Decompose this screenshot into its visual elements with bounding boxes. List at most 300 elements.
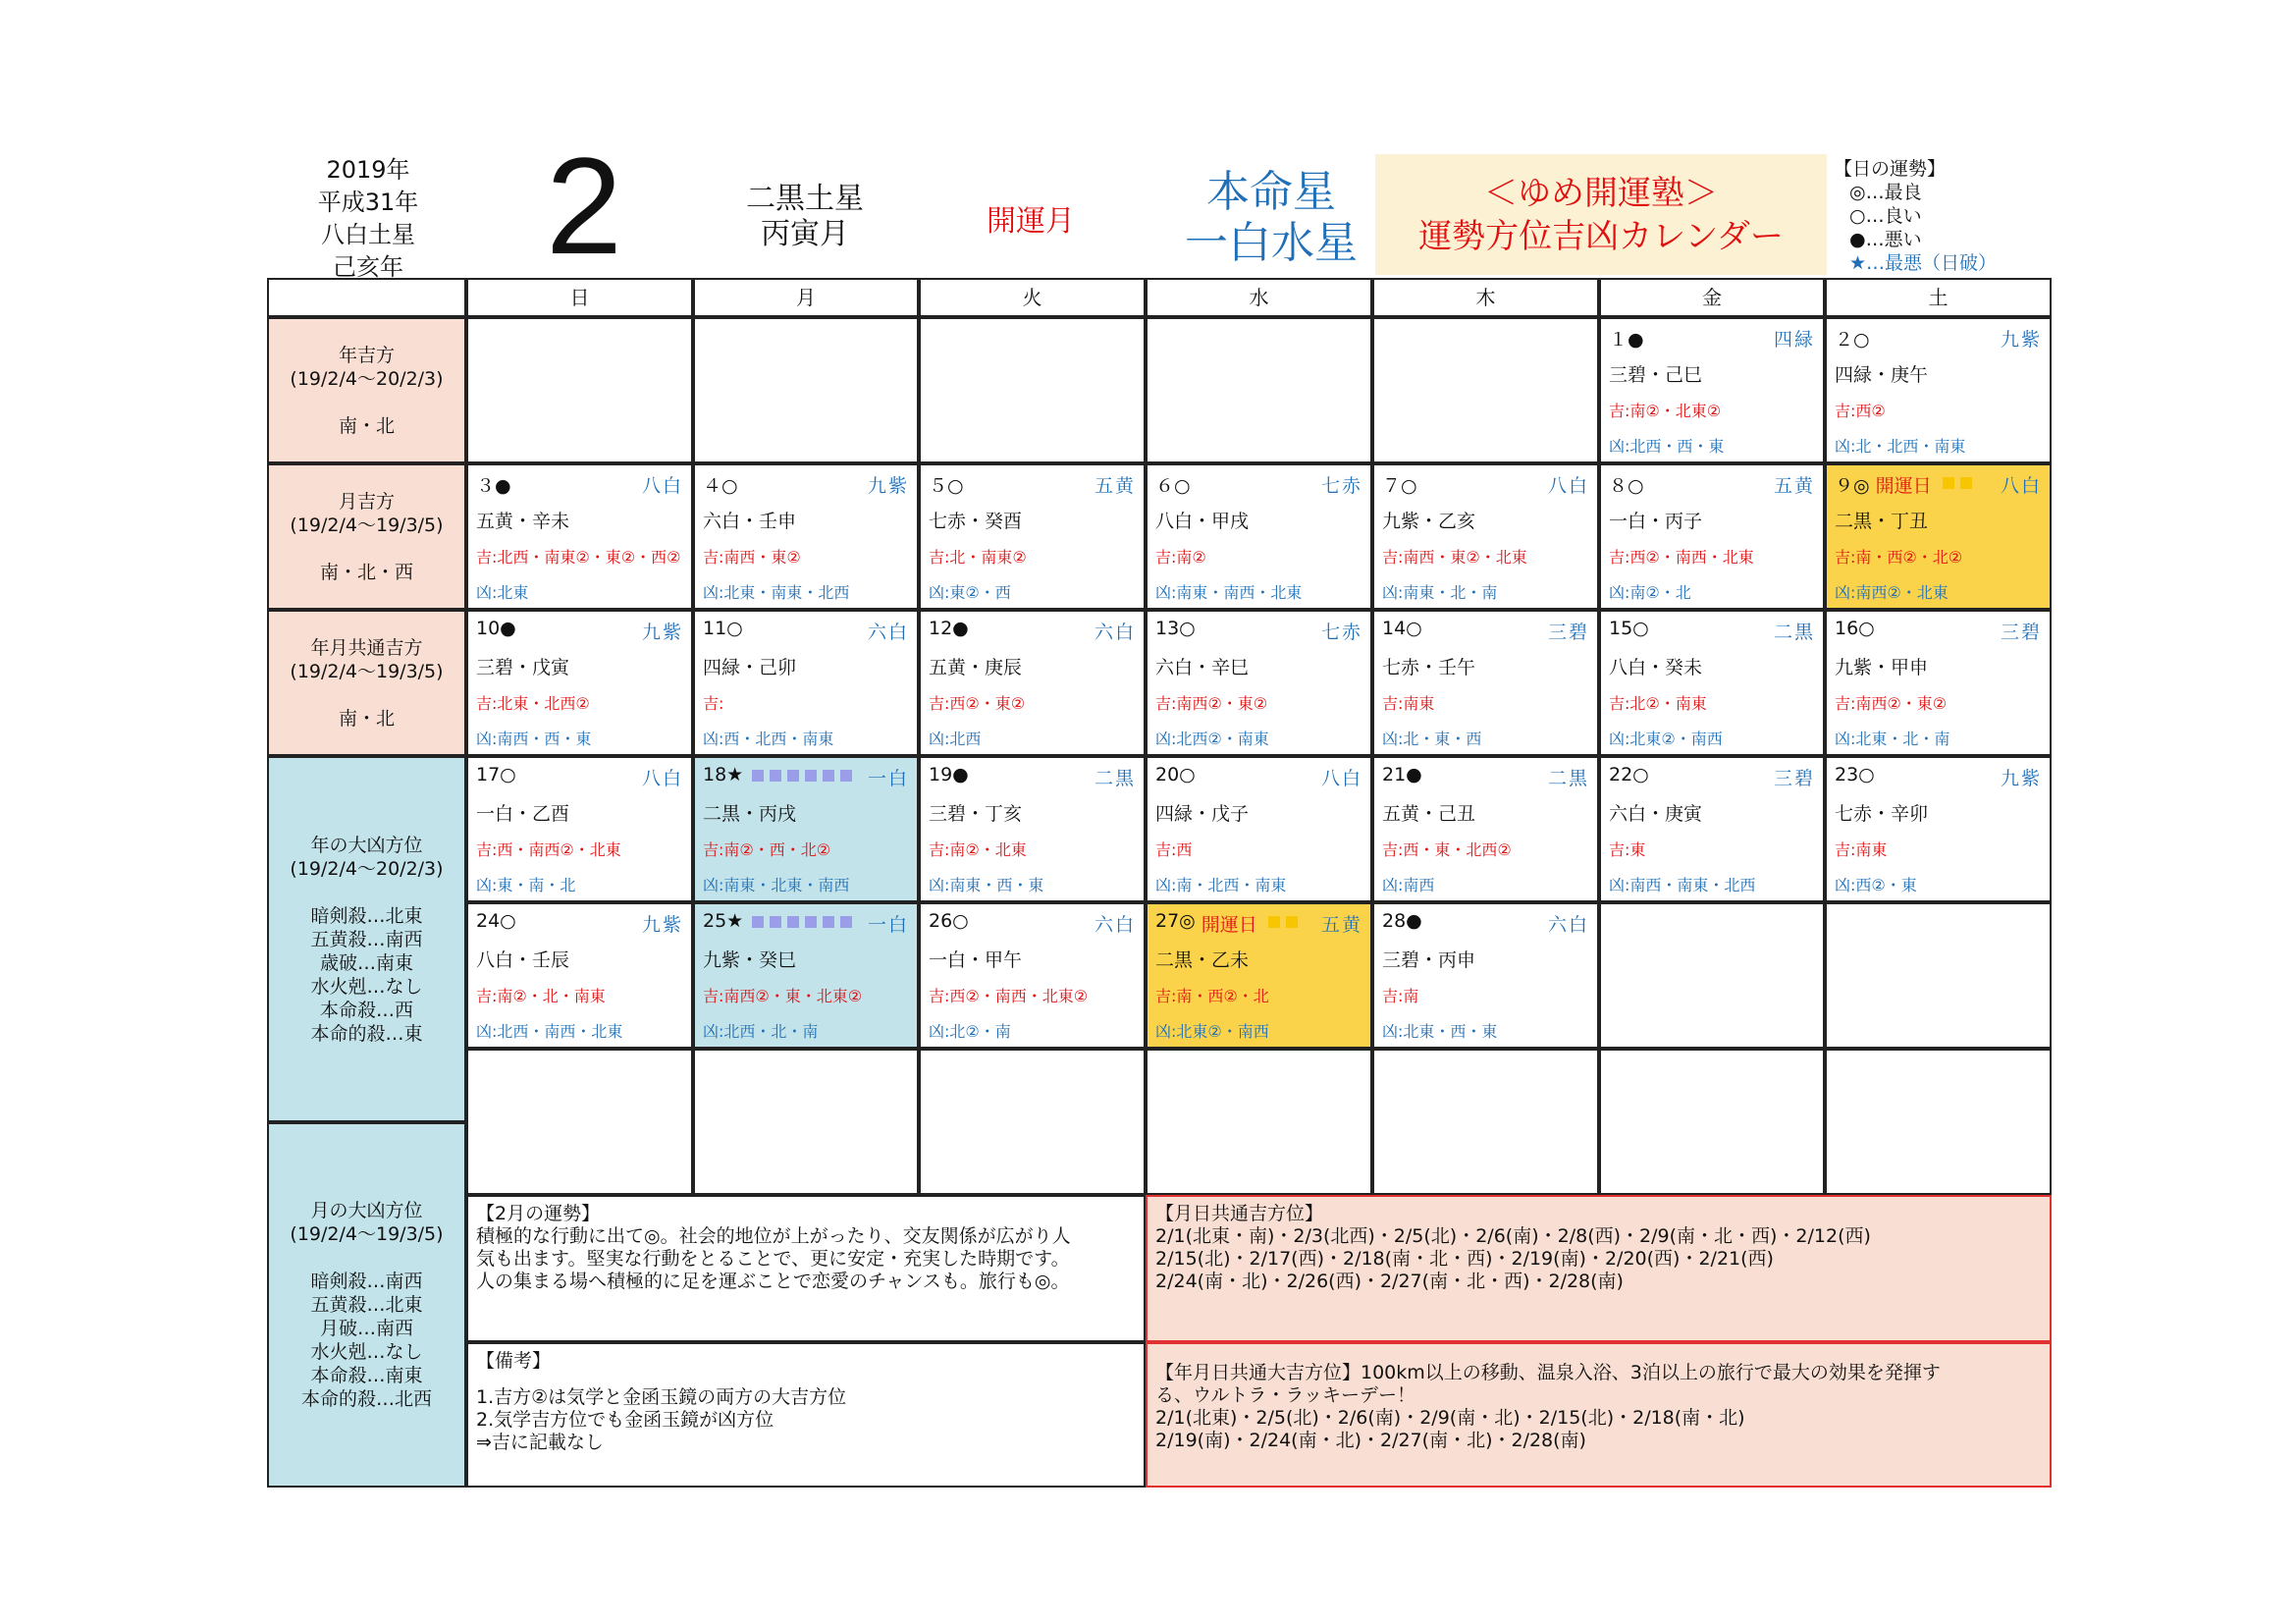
day-unlucky-dirs: 凶:東・南・北 <box>476 876 576 894</box>
empty-day-cell <box>1825 1049 2052 1195</box>
day-header <box>1155 764 1362 789</box>
side-line: (19/2/4～20/2/3) <box>290 367 444 390</box>
fortune-line: 人の集まる場へ積極的に足を運ぶことで恋愛のチャンスも。旅行も◎。 <box>476 1271 1070 1292</box>
empty-day-cell <box>919 1049 1146 1195</box>
day-number: 13○ <box>1155 618 1196 639</box>
md-line: 2/24(南・北)・2/26(西)・2/27(南・北・西)・2/28(南) <box>1155 1271 1624 1292</box>
day-star: 八白 <box>641 768 683 789</box>
day-number: ８○ <box>1609 475 1644 497</box>
title-school: ＜ゆめ開運塾＞ <box>1484 174 1718 213</box>
day-cell-3 <box>466 463 693 610</box>
day-cell-12 <box>919 610 1146 756</box>
md-line: 2/15(北)・2/17(西)・2/18(南・北・西)・2/19(南)・2/20(西)・2/21(西) <box>1155 1248 1774 1270</box>
month-star-name: 二黒土星 <box>746 182 864 216</box>
weekday-header-tue <box>919 278 1146 317</box>
side-line: 年月共通吉方 <box>310 636 423 659</box>
side-line <box>269 537 464 561</box>
day-unlucky-dirs: 凶:北東・北・南 <box>1835 730 1950 748</box>
day-unlucky-dirs: 凶:南・北西・南東 <box>1155 876 1287 894</box>
day-cell-14 <box>1372 610 1599 756</box>
side-line: 本命殺…西 <box>319 999 413 1021</box>
calendar-title <box>1375 154 1827 275</box>
day-header <box>703 471 909 497</box>
day-header <box>476 764 683 789</box>
day-header <box>703 910 909 936</box>
remarks-title: 【備考】 <box>476 1350 552 1372</box>
remarks-line <box>476 1373 1136 1386</box>
day-number: ７○ <box>1382 475 1417 497</box>
day-lucky-dirs: 吉:南西②・東② <box>1155 694 1268 713</box>
day-cell-13 <box>1146 610 1372 756</box>
day-cell-17 <box>466 756 693 902</box>
era-year-star: 八白土星 <box>321 221 415 248</box>
marker-square <box>805 770 817 782</box>
side-line: (19/2/4～20/2/3) <box>290 857 444 880</box>
kaiun-markers <box>1940 471 1975 493</box>
day-lucky-dirs: 吉:北東・北西② <box>476 694 590 713</box>
day-kanshi: 四緑・己卯 <box>703 657 797 678</box>
empty-day-cell <box>1372 317 1599 463</box>
title-main: 運勢方位吉凶カレンダー <box>1418 217 1784 256</box>
side-line: 水火剋…なし <box>310 975 423 998</box>
weekday-header-wed <box>1146 278 1372 317</box>
day-cell-5 <box>919 463 1146 610</box>
day-number: 28● <box>1382 910 1422 932</box>
day-number: １● <box>1609 329 1644 351</box>
day-unlucky-dirs: 凶:東②・西 <box>929 583 1011 602</box>
day-star: 六白 <box>1094 914 1136 936</box>
day-cell-6 <box>1146 463 1372 610</box>
side-line: 年吉方 <box>338 344 395 366</box>
day-kanshi: 二黒・丁丑 <box>1835 511 1929 532</box>
day-star: 八白 <box>1547 475 1589 497</box>
day-number: 20○ <box>1155 764 1196 785</box>
day-number: 27◎ <box>1155 910 1196 932</box>
day-kanshi: 五黄・己丑 <box>1382 803 1476 825</box>
day-number: 11○ <box>703 618 743 639</box>
day-cell-19 <box>919 756 1146 902</box>
day-unlucky-dirs: 凶:南②・北 <box>1609 583 1691 602</box>
day-star: 八白 <box>2000 475 2042 497</box>
month-number: 2 <box>546 129 622 283</box>
day-cell-22 <box>1599 756 1825 902</box>
day-cell-21 <box>1372 756 1599 902</box>
side-line: 歳破…南東 <box>319 951 413 974</box>
ymd-common-box <box>1146 1342 2052 1488</box>
day-number: 21● <box>1382 764 1422 785</box>
day-unlucky-dirs: 凶:北西②・南東 <box>1155 730 1269 748</box>
legend-title: 【日の運勢】 <box>1834 158 1947 180</box>
day-kanshi: 六白・辛巳 <box>1155 657 1250 678</box>
day-unlucky-dirs: 凶:西・北西・南東 <box>703 730 834 748</box>
day-cell-9 <box>1825 463 2052 610</box>
day-lucky-dirs: 吉:西②・東② <box>929 694 1026 713</box>
day-kanshi: 五黄・庚辰 <box>929 657 1023 678</box>
day-header <box>1155 618 1362 643</box>
day-lucky-dirs: 吉:南②・北東 <box>929 840 1027 859</box>
day-number: 19● <box>929 764 969 785</box>
corner-cell <box>267 278 466 317</box>
side-line: 本命的殺…北西 <box>300 1388 432 1410</box>
day-lucky-dirs: 吉:北・南東② <box>929 548 1027 567</box>
day-lucky-dirs: 吉:南② <box>1155 548 1206 567</box>
year-unlucky-directions <box>267 756 466 1122</box>
day-cell-4 <box>693 463 919 610</box>
day-number: 23○ <box>1835 764 1875 785</box>
day-cell-28 <box>1372 902 1599 1049</box>
day-lucky-dirs: 吉: <box>703 694 724 713</box>
day-unlucky-dirs: 凶:北東 <box>476 583 529 602</box>
day-header <box>1835 618 2042 643</box>
day-star: 六白 <box>867 622 909 643</box>
side-line: 年の大凶方位 <box>310 834 423 856</box>
side-line <box>269 683 464 707</box>
month-kanshi: 丙寅月 <box>761 217 849 251</box>
day-kanshi: 九紫・甲申 <box>1835 657 1929 678</box>
ymd-line: 2/19(南)・2/24(南・北)・2/27(南・北)・2/28(南) <box>1155 1430 1586 1451</box>
day-cell-11 <box>693 610 919 756</box>
day-header <box>1609 764 1815 789</box>
day-kanshi: 六白・庚寅 <box>1609 803 1703 825</box>
side-line: 本命殺…南東 <box>310 1365 423 1386</box>
marker-square <box>1286 916 1298 928</box>
day-star: 八白 <box>1320 768 1362 789</box>
weekday-label: 火 <box>1022 286 1042 309</box>
empty-day-cell <box>1599 1049 1825 1195</box>
day-lucky-dirs: 吉:西②・南西・北東 <box>1609 548 1754 567</box>
day-cell-18 <box>693 756 919 902</box>
day-unlucky-dirs: 凶:南東・北・南 <box>1382 583 1498 602</box>
marker-square <box>840 916 852 928</box>
day-number: 14○ <box>1382 618 1422 639</box>
side-line: 五黄殺…北東 <box>310 1294 423 1316</box>
day-lucky-dirs: 吉:西②・南西・北東② <box>929 987 1089 1005</box>
day-kanshi: 八白・壬辰 <box>476 949 570 971</box>
marker-square <box>823 916 834 928</box>
day-cell-16 <box>1825 610 2052 756</box>
side-line: (19/2/4～19/3/5) <box>290 514 444 536</box>
ymd-line: る、ウルトラ・ラッキーデー！ <box>1155 1384 1416 1406</box>
day-star: 七赤 <box>1320 475 1362 497</box>
day-kanshi: 七赤・辛卯 <box>1835 803 1929 825</box>
honmei-label: 本命星 <box>1206 167 1336 217</box>
day-star: 五黄 <box>1773 475 1815 497</box>
day-header <box>929 910 1136 936</box>
remarks-line: ⇒吉に記載なし <box>476 1432 604 1453</box>
marker-square <box>770 770 781 782</box>
day-header <box>703 618 909 643</box>
side-line: 月吉方 <box>338 490 395 513</box>
remarks-box <box>466 1342 1146 1488</box>
day-number: ６○ <box>1155 475 1191 497</box>
day-number: 24○ <box>476 910 516 932</box>
day-number: 22○ <box>1609 764 1649 785</box>
side-line: 南・北 <box>338 414 395 437</box>
weekday-header-sun <box>466 278 693 317</box>
fortune-line: 積極的な行動に出て◎。社会的地位が上がったり、交友関係が広がり人 <box>476 1225 1071 1247</box>
day-header <box>1382 910 1589 936</box>
marker-square <box>787 770 799 782</box>
kaiun-day-label: 開運日 <box>1875 475 1932 497</box>
weekday-header-sat <box>1825 278 2052 317</box>
day-header <box>1382 471 1589 497</box>
side-line: 南・北 <box>338 707 395 730</box>
empty-day-cell <box>1146 317 1372 463</box>
day-unlucky-dirs: 凶:北東・西・東 <box>1382 1022 1498 1041</box>
empty-day-cell <box>1146 1049 1372 1195</box>
month-fortune-box <box>466 1195 1146 1342</box>
day-unlucky-dirs: 凶:北西・南西・北東 <box>476 1022 623 1041</box>
day-unlucky-dirs: 凶:北西 <box>929 730 982 748</box>
day-header <box>929 764 1136 789</box>
day-lucky-dirs: 吉:北②・南東 <box>1609 694 1707 713</box>
marker-square <box>770 916 781 928</box>
day-lucky-dirs: 吉:西・南西②・北東 <box>476 840 621 859</box>
day-star: 三碧 <box>1773 768 1815 789</box>
day-number: 17○ <box>476 764 516 785</box>
weekday-header-thu <box>1372 278 1599 317</box>
kaiun-day-label: 開運日 <box>1201 914 1257 936</box>
day-star: 九紫 <box>2000 329 2042 351</box>
day-unlucky-dirs: 凶:南西②・北東 <box>1835 583 1949 602</box>
era-year: 2019年 <box>326 156 410 184</box>
empty-day-cell <box>693 317 919 463</box>
day-lucky-dirs: 吉:西② <box>1835 402 1886 420</box>
day-unlucky-dirs: 凶:南西 <box>1382 876 1435 894</box>
empty-day-cell <box>919 317 1146 463</box>
day-unlucky-dirs: 凶:北・北西・南東 <box>1835 437 1966 456</box>
weekday-label: 金 <box>1702 286 1722 309</box>
year-month-common-direction <box>267 610 466 756</box>
kaiun-month-label: 開運月 <box>987 204 1075 239</box>
day-kanshi: 四緑・庚午 <box>1835 364 1929 386</box>
honmei-star <box>1148 167 1394 269</box>
day-cell-20 <box>1146 756 1372 902</box>
legend-best: ◎…最良 <box>1849 182 1922 203</box>
empty-day-cell <box>1825 902 2052 1049</box>
day-kanshi: 二黒・丙戌 <box>703 803 797 825</box>
day-star: 一白 <box>867 914 909 936</box>
day-star: 八白 <box>641 475 683 497</box>
legend-bad: ●…悪い <box>1849 229 1922 250</box>
day-cell-27 <box>1146 902 1372 1049</box>
month-lucky-direction <box>267 463 466 610</box>
kaiun-markers <box>1265 910 1301 932</box>
side-line <box>269 881 464 904</box>
weekday-label: 水 <box>1249 286 1269 309</box>
day-unlucky-dirs: 凶:南東・南西・北東 <box>1155 583 1303 602</box>
day-lucky-dirs: 吉:南・西②・北 <box>1155 987 1269 1005</box>
day-star: 七赤 <box>1320 622 1362 643</box>
day-header <box>1382 618 1589 643</box>
side-line: 本命的殺…東 <box>310 1022 423 1045</box>
day-unlucky-dirs: 凶:南東・北東・南西 <box>703 876 850 894</box>
day-header <box>929 618 1136 643</box>
day-star: 一白 <box>867 768 909 789</box>
day-lucky-dirs: 吉:南②・西・北② <box>703 840 831 859</box>
day-number: ５○ <box>929 475 964 497</box>
day-lucky-dirs: 吉:北西・南東②・東②・西② <box>476 548 681 567</box>
day-lucky-dirs: 吉:西・東・北西② <box>1382 840 1512 859</box>
day-star: 六白 <box>1094 622 1136 643</box>
day-lucky-dirs: 吉:南西②・東・北東② <box>703 987 863 1005</box>
day-cell-8 <box>1599 463 1825 610</box>
day-unlucky-dirs: 凶:北西・北・南 <box>703 1022 819 1041</box>
marker-square <box>840 770 852 782</box>
day-unlucky-dirs: 凶:北東・南東・北西 <box>703 583 850 602</box>
day-number: 18★ <box>703 764 744 785</box>
side-line: 月破…南西 <box>319 1318 413 1339</box>
empty-day-cell <box>466 317 693 463</box>
day-cell-2 <box>1825 317 2052 463</box>
marker-square <box>823 770 834 782</box>
side-line: 五黄殺…南西 <box>310 928 423 950</box>
day-kanshi: 六白・壬申 <box>703 511 797 532</box>
day-star: 九紫 <box>2000 768 2042 789</box>
day-lucky-dirs: 吉:南西・東②・北東 <box>1382 548 1527 567</box>
day-kanshi: 一白・丙子 <box>1609 511 1703 532</box>
era-info <box>294 154 442 284</box>
marker-square <box>752 916 764 928</box>
day-kanshi: 三碧・丁亥 <box>929 803 1023 825</box>
day-cell-23 <box>1825 756 2052 902</box>
worst-day-markers <box>749 764 855 785</box>
era-heisei: 平成31年 <box>317 189 419 216</box>
day-cell-25 <box>693 902 919 1049</box>
day-header <box>1155 471 1362 497</box>
side-line: 水火剋…なし <box>310 1341 423 1363</box>
day-lucky-dirs: 吉:南東 <box>1382 694 1435 713</box>
fortune-title: 【2月の運勢】 <box>476 1203 601 1224</box>
empty-day-cell <box>466 1049 693 1195</box>
side-line: (19/2/4～19/3/5) <box>290 660 444 682</box>
day-kanshi: 一白・甲午 <box>929 949 1023 971</box>
day-number: 16○ <box>1835 618 1875 639</box>
day-star: 五黄 <box>1094 475 1136 497</box>
day-kanshi: 七赤・壬午 <box>1382 657 1476 678</box>
day-kanshi: 一白・乙酉 <box>476 803 570 825</box>
day-star: 二黒 <box>1547 768 1589 789</box>
legend-good: ○…良い <box>1849 205 1922 227</box>
marker-square <box>752 770 764 782</box>
day-unlucky-dirs: 凶:南東・西・東 <box>929 876 1044 894</box>
day-header <box>1155 910 1362 936</box>
md-line: 2/1(北東・南)・2/3(北西)・2/5(北)・2/6(南)・2/8(西)・2/9(南・北・西)・2/12(西) <box>1155 1225 1871 1247</box>
month-unlucky-directions <box>267 1122 466 1488</box>
day-kanshi: 二黒・乙未 <box>1155 949 1250 971</box>
day-header <box>1835 325 2042 351</box>
day-kanshi: 三碧・己巳 <box>1609 364 1703 386</box>
day-lucky-dirs: 吉:東 <box>1609 840 1646 859</box>
day-star: 六白 <box>1547 914 1589 936</box>
year-lucky-direction <box>267 317 466 463</box>
day-header <box>1835 471 2042 497</box>
day-lucky-dirs: 吉:南西・東② <box>703 548 801 567</box>
day-header <box>476 618 683 643</box>
day-header <box>1382 764 1589 789</box>
day-number: 25★ <box>703 910 744 932</box>
day-cell-24 <box>466 902 693 1049</box>
day-star: 四緑 <box>1773 329 1815 351</box>
day-kanshi: 九紫・乙亥 <box>1382 511 1476 532</box>
day-unlucky-dirs: 凶:西②・東 <box>1835 876 1917 894</box>
weekday-label: 月 <box>796 286 816 309</box>
day-cell-1 <box>1599 317 1825 463</box>
day-unlucky-dirs: 凶:北・東・西 <box>1382 730 1482 748</box>
day-lucky-dirs: 吉:南東 <box>1835 840 1888 859</box>
day-star: 二黒 <box>1094 768 1136 789</box>
day-number: ４○ <box>703 475 738 497</box>
legend-worst: ★…最悪（日破） <box>1849 252 1998 274</box>
weekday-header-fri <box>1599 278 1825 317</box>
day-unlucky-dirs: 凶:南西・西・東 <box>476 730 592 748</box>
day-kanshi: 三碧・丙申 <box>1382 949 1476 971</box>
weekday-header-mon <box>693 278 919 317</box>
marker-square <box>787 916 799 928</box>
honmei-name: 一白水星 <box>1185 218 1358 268</box>
day-number: 15○ <box>1609 618 1649 639</box>
empty-day-cell <box>1599 902 1825 1049</box>
side-line: (19/2/4～19/3/5) <box>290 1223 444 1245</box>
day-lucky-dirs: 吉:南②・北東② <box>1609 402 1722 420</box>
day-number: 12● <box>929 618 969 639</box>
remarks-line: 2.気学吉方位でも金函玉鏡が凶方位 <box>476 1409 774 1431</box>
day-header <box>1609 471 1815 497</box>
era-year-kanshi: 己亥年 <box>333 253 403 281</box>
side-line: 南・北・西 <box>319 561 413 583</box>
day-star: 五黄 <box>1320 914 1362 936</box>
daily-fortune-legend <box>1834 157 2030 275</box>
fortune-line: 気も出ます。堅実な行動をとることで、更に安定・充実した時期です。 <box>476 1248 1070 1270</box>
ymd-line: 2/1(北東)・2/5(北)・2/6(南)・2/9(南・北)・2/15(北)・2/18(南・北) <box>1155 1407 1745 1429</box>
day-header <box>1609 325 1815 351</box>
empty-day-cell <box>693 1049 919 1195</box>
side-line: 暗剣殺…北東 <box>310 904 423 927</box>
day-lucky-dirs: 吉:南 <box>1382 987 1419 1005</box>
day-kanshi: 四緑・戊子 <box>1155 803 1250 825</box>
side-line: 暗剣殺…南西 <box>310 1271 423 1292</box>
marker-square <box>1960 477 1972 489</box>
day-header <box>929 471 1136 497</box>
day-star: 九紫 <box>867 475 909 497</box>
day-kanshi: 五黄・辛未 <box>476 511 570 532</box>
day-unlucky-dirs: 凶:北東②・南西 <box>1609 730 1723 748</box>
day-number: 10● <box>476 618 516 639</box>
day-cell-7 <box>1372 463 1599 610</box>
day-kanshi: 九紫・癸巳 <box>703 949 797 971</box>
day-number: 26○ <box>929 910 969 932</box>
marker-square <box>1943 477 1954 489</box>
weekday-label: 日 <box>569 286 590 309</box>
empty-day-cell <box>1372 1049 1599 1195</box>
day-kanshi: 八白・癸未 <box>1609 657 1703 678</box>
day-header <box>476 471 683 497</box>
day-lucky-dirs: 吉:南・西②・北② <box>1835 548 1963 567</box>
day-cell-26 <box>919 902 1146 1049</box>
ymd-line: 【年月日共通大吉方位】100km以上の移動、温泉入浴、3泊以上の旅行で最大の効果を発揮す <box>1155 1362 1941 1383</box>
day-star: 九紫 <box>641 622 683 643</box>
day-number: ９◎ <box>1835 475 1870 497</box>
month-star <box>717 182 893 252</box>
day-kanshi: 八白・甲戌 <box>1155 511 1250 532</box>
day-unlucky-dirs: 凶:北東②・南西 <box>1155 1022 1269 1041</box>
side-line <box>269 391 464 414</box>
md-title: 【月日共通吉方位】 <box>1155 1203 1324 1224</box>
month-day-common-box <box>1146 1195 2052 1342</box>
day-unlucky-dirs: 凶:北西・西・東 <box>1609 437 1725 456</box>
day-star: 三碧 <box>2000 622 2042 643</box>
day-cell-15 <box>1599 610 1825 756</box>
